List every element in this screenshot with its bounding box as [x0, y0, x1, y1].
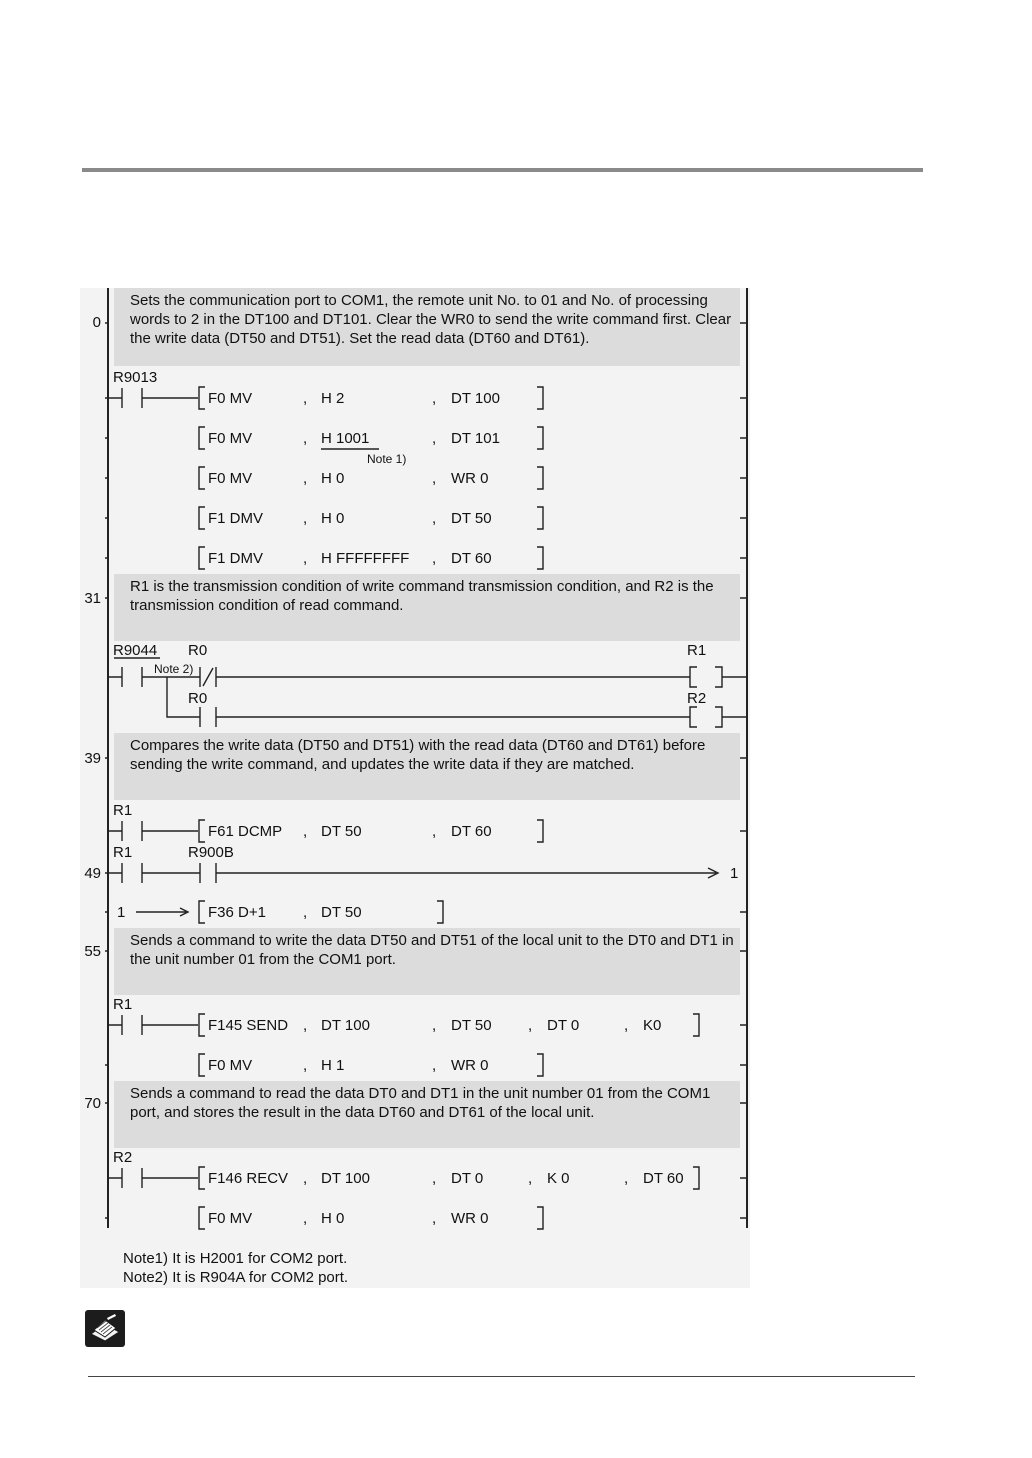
note-2-label: Note 2)	[154, 662, 194, 676]
instr-2-arg1: H 1001	[321, 430, 370, 447]
comma: ,	[303, 470, 308, 487]
instr-1-arg1: H 2	[321, 390, 345, 407]
comma: ,	[303, 430, 308, 447]
comma: ,	[303, 1210, 308, 1227]
instr-1-arg2: DT 100	[451, 390, 500, 407]
footnote-1: Note1) It is H2001 for COM2 port.	[123, 1250, 348, 1267]
step-number-70: 70	[84, 1095, 101, 1112]
instr-9-arg2: WR 0	[451, 1057, 489, 1074]
instr-1-op: F0 MV	[208, 390, 253, 407]
contact-r1-jump-label: R1	[113, 844, 133, 861]
step-number-39: 39	[84, 750, 101, 767]
instr-3-op: F0 MV	[208, 470, 253, 487]
contact-r1-dcmp-label: R1	[113, 802, 133, 819]
contact-r2-recv-label: R2	[113, 1149, 133, 1166]
instr-11-op: F0 MV	[208, 1210, 253, 1227]
comma: ,	[432, 510, 437, 527]
instr-2-arg2: DT 101	[451, 430, 500, 447]
comma: ,	[432, 823, 437, 840]
instr-11-arg2: WR 0	[451, 1210, 489, 1227]
contact-r9044-label: R9044	[113, 642, 158, 659]
contact-r9013-label: R9013	[113, 369, 158, 386]
step-number-31: 31	[84, 590, 101, 607]
comma: ,	[624, 1170, 629, 1187]
comment-text-39: Compares the write data (DT50 and DT51) with the read data (DT60 and DT61) before sending the write command, and updates the write data if they are matched.	[130, 737, 706, 773]
instr-10-arg3: K 0	[547, 1170, 570, 1187]
jump-target-in-label: 1	[117, 904, 126, 921]
coil-r1-label: R1	[687, 642, 707, 659]
comma: ,	[303, 510, 308, 527]
instr-7-op: F36 D+1	[208, 904, 266, 921]
instr-8-op: F145 SEND	[208, 1017, 289, 1034]
comment-text-0: Sets the communication port to COM1, the remote unit No. to 01 and No. of processing words to 2 in the DT100 and DT101. Clear the WR0 to send the write command first. Clear the write data (DT50 and DT51). Set the read data (DT60 and DT61).	[130, 292, 732, 347]
instr-6-arg2: DT 60	[451, 823, 492, 840]
jump-target-out-label: 1	[730, 865, 739, 882]
comma: ,	[528, 1170, 533, 1187]
footer-rule	[88, 1376, 915, 1377]
comma: ,	[432, 1057, 437, 1074]
instr-3-arg2: WR 0	[451, 470, 489, 487]
instr-3-arg1: H 0	[321, 470, 345, 487]
comment-text-31: R1 is the transmission condition of write command transmission condition, and R2 is the transmission condition of read command.	[130, 578, 714, 614]
comma: ,	[432, 470, 437, 487]
instr-10-op: F146 RECV	[208, 1170, 289, 1187]
reference-book-icon	[85, 1310, 125, 1347]
instr-4-op: F1 DMV	[208, 510, 264, 527]
instr-7-arg1: DT 50	[321, 904, 362, 921]
contact-r0-label: R0	[188, 642, 208, 659]
instr-8-arg4: K0	[643, 1017, 662, 1034]
step-number-49: 49	[84, 865, 101, 882]
instr-10-arg1: DT 100	[321, 1170, 370, 1187]
comma: ,	[528, 1017, 533, 1034]
comma: ,	[303, 904, 308, 921]
instr-5-arg1: H FFFFFFFF	[321, 550, 410, 567]
comma: ,	[303, 550, 308, 567]
comma: ,	[303, 1170, 308, 1187]
comma: ,	[432, 1210, 437, 1227]
comma: ,	[432, 430, 437, 447]
footnote-2: Note2) It is R904A for COM2 port.	[123, 1269, 349, 1286]
comment-text-70: Sends a command to read the data DT0 and DT1 in the unit number 01 from the COM1 port, and stores the result in the data DT60 and DT61 of the local unit.	[130, 1085, 711, 1121]
instr-8-arg1: DT 100	[321, 1017, 370, 1034]
instr-10-arg2: DT 0	[451, 1170, 484, 1187]
instr-8-arg2: DT 50	[451, 1017, 492, 1034]
comma: ,	[624, 1017, 629, 1034]
instr-10-arg4: DT 60	[643, 1170, 684, 1187]
step-number-0: 0	[92, 314, 101, 331]
contact-r1-send-label: R1	[113, 996, 133, 1013]
instr-9-op: F0 MV	[208, 1057, 253, 1074]
comma: ,	[303, 1017, 308, 1034]
note-1-label: Note 1)	[367, 452, 407, 466]
instr-4-arg2: DT 50	[451, 510, 492, 527]
step-number-55: 55	[84, 943, 101, 960]
instr-8-arg3: DT 0	[547, 1017, 580, 1034]
instr-5-arg2: DT 60	[451, 550, 492, 567]
instr-6-op: F61 DCMP	[208, 823, 283, 840]
contact-r900b-label: R900B	[188, 844, 234, 861]
comma: ,	[303, 1057, 308, 1074]
instr-5-op: F1 DMV	[208, 550, 264, 567]
comma: ,	[432, 390, 437, 407]
instr-11-arg1: H 0	[321, 1210, 345, 1227]
comma: ,	[432, 550, 437, 567]
comma: ,	[432, 1170, 437, 1187]
coil-r2-label: R2	[687, 690, 707, 707]
instr-4-arg1: H 0	[321, 510, 345, 527]
instr-6-arg1: DT 50	[321, 823, 362, 840]
instr-2-op: F0 MV	[208, 430, 253, 447]
comma: ,	[303, 390, 308, 407]
comma: ,	[303, 823, 308, 840]
comma: ,	[432, 1017, 437, 1034]
instr-9-arg1: H 1	[321, 1057, 345, 1074]
comment-text-55: Sends a command to write the data DT50 and DT51 of the local unit to the DT0 and DT1 in the unit number 01 from the COM1 port.	[130, 932, 734, 968]
contact-r0-branch-label: R0	[188, 690, 208, 707]
